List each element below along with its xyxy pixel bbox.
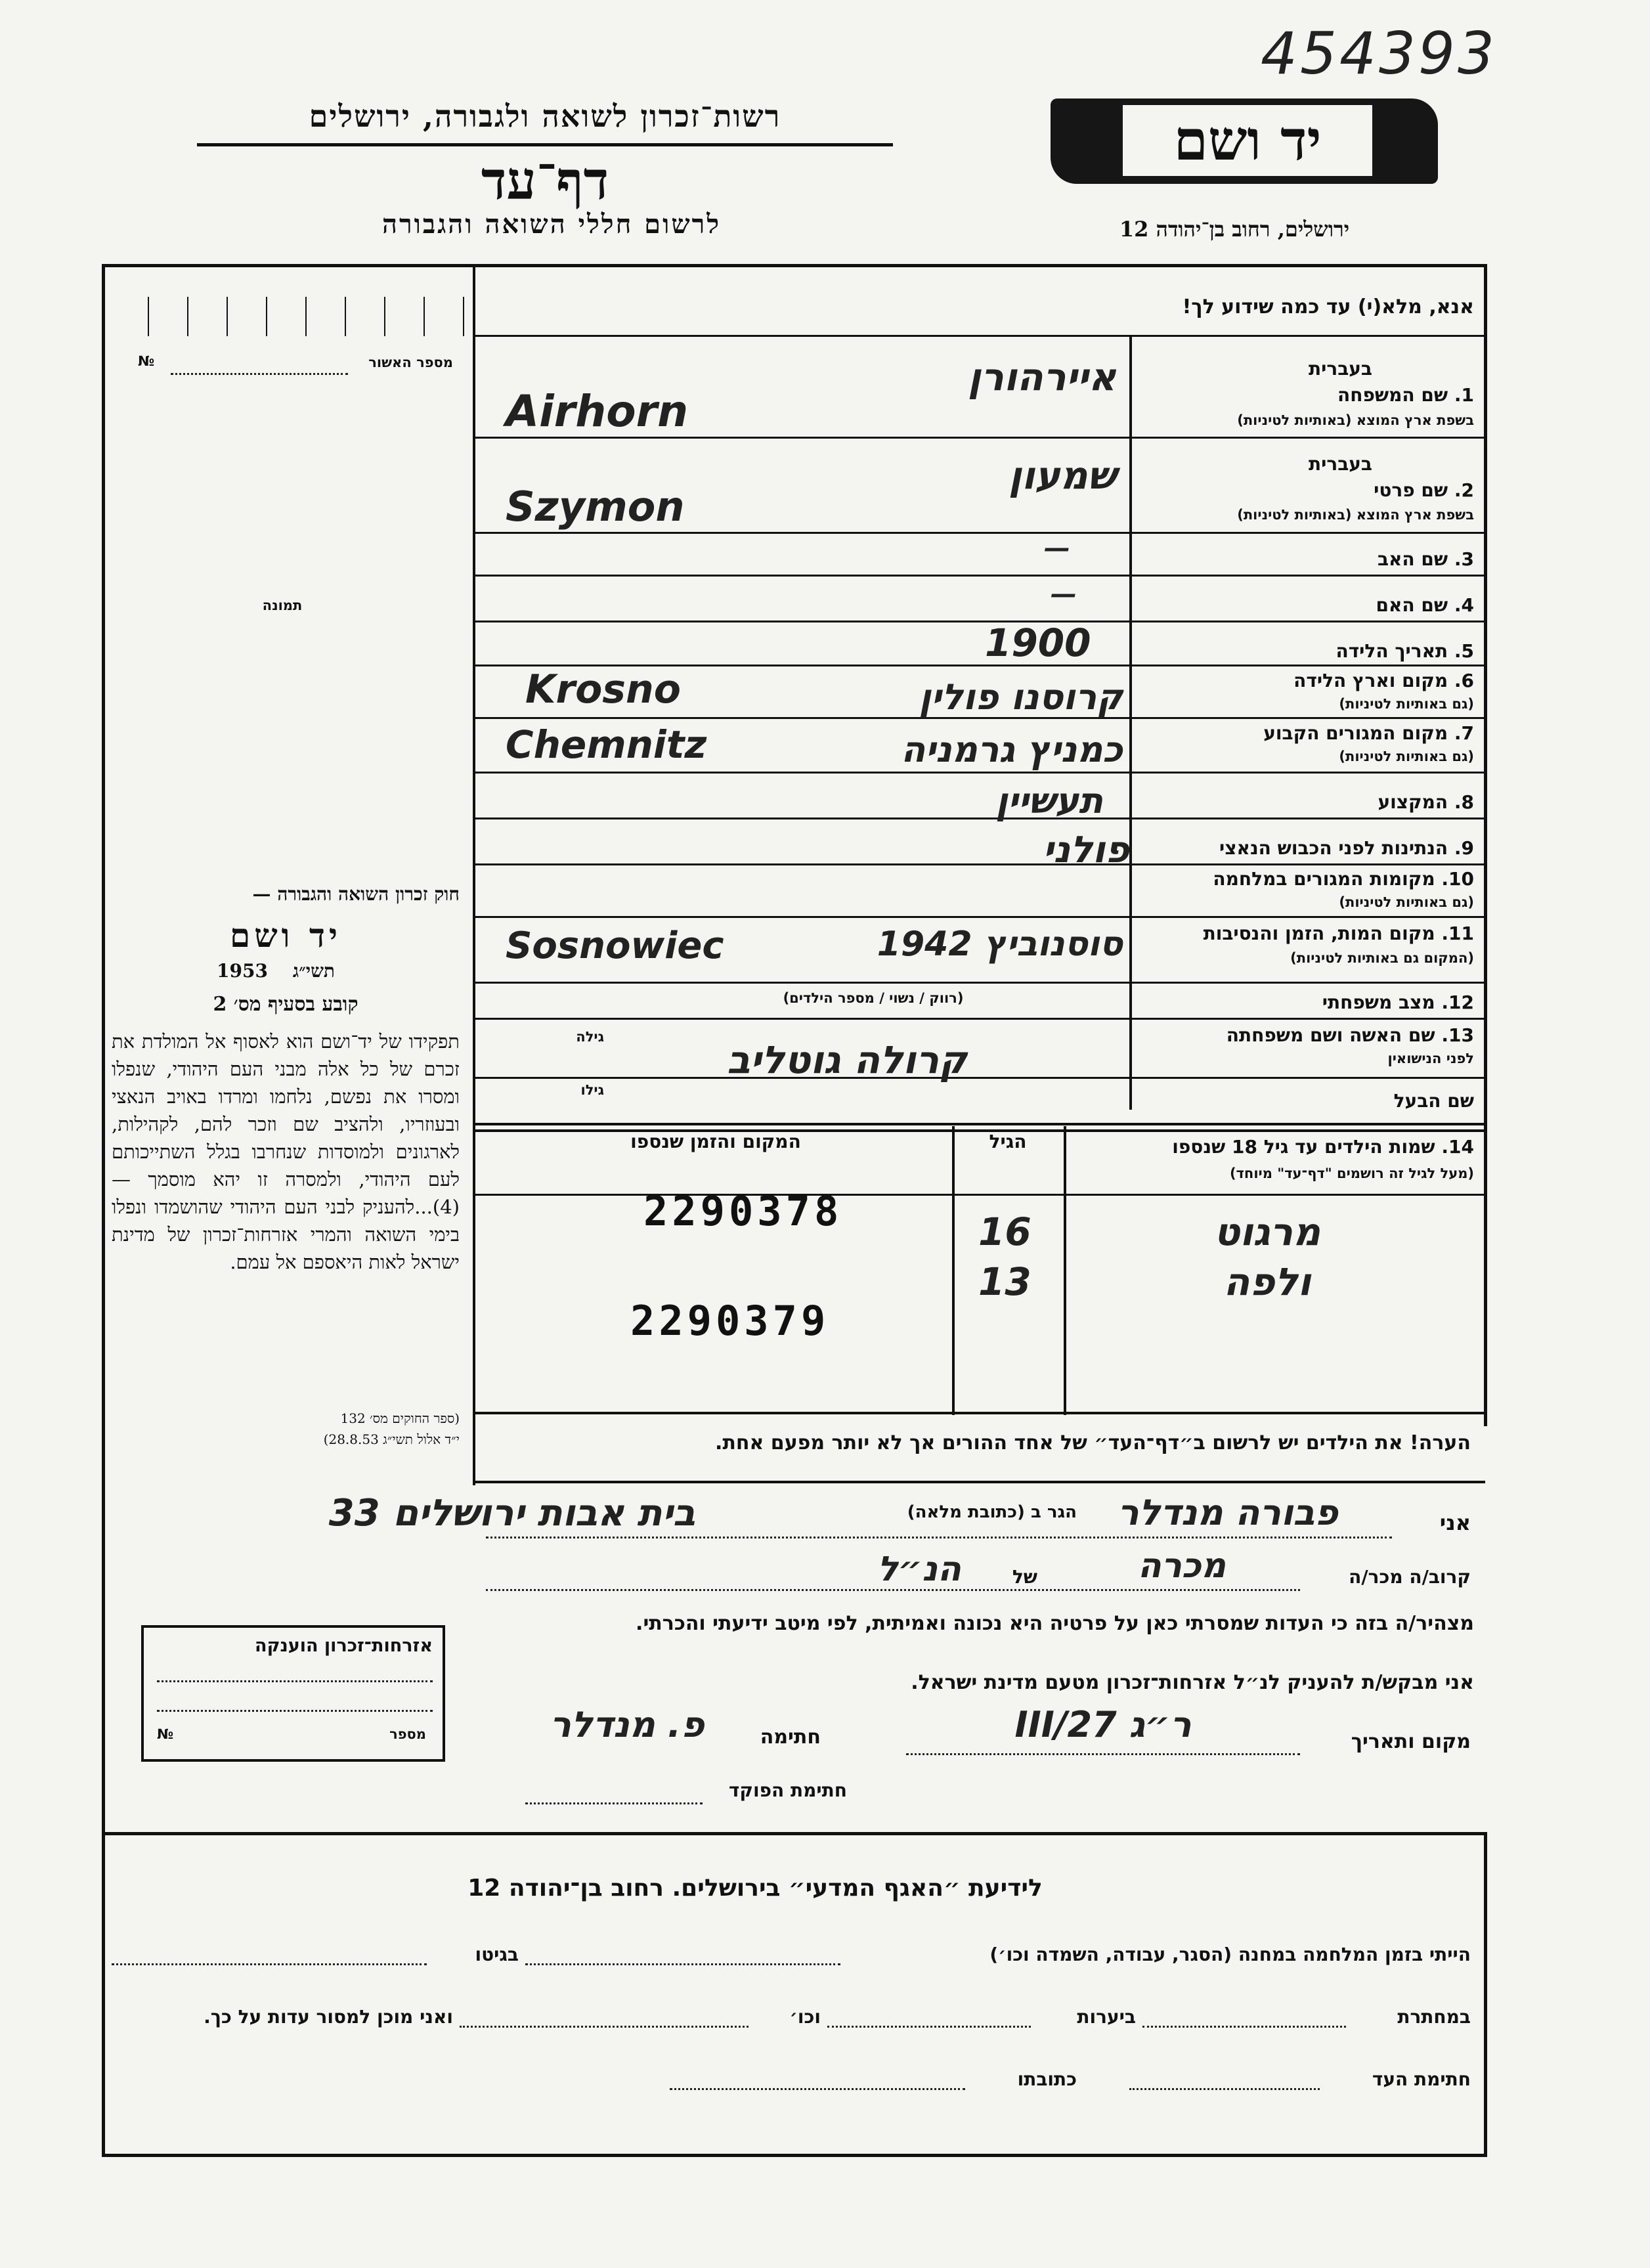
logo-text: יד ושם — [1123, 105, 1372, 176]
hebrew-col-2: בעברית — [1308, 453, 1372, 475]
residence-sub: (גם באותיות לטיניות) — [1339, 749, 1474, 764]
row-rule — [474, 982, 1485, 984]
footer-underground-line — [1142, 2026, 1346, 2028]
footer-etc-label: וכו׳ — [789, 2006, 821, 2028]
approval-number-line — [171, 373, 348, 375]
child-2-record: 2290379 — [630, 1297, 830, 1345]
yad-vashem-logo — [1051, 98, 1438, 184]
law-text: תפקידו של יד־ושם הוא לאסוף אל המולדת את זכרם של כל אלה מבני העם היהודי, שנפלו ומסרו את נפשם, נלחמו ומרדו באויב הנאצי ובעוזריו, ולהציב שם וזכר להם, לקהילות, לארגונים ולמוסדות שנחרבו בגלל השתייכותם לעם היהודי, ולמסרה זו יהא מוסמך — (4)...להעניק לבני העם היהודי שהושמדו ונפלו בימי השואה והמרי אזרחות־זכרון של מדינת ישראל לאות היאספם אל עמם. — [112, 1030, 460, 1273]
spouse-sub: לפני הנישואין — [1387, 1051, 1474, 1066]
citizenship-line-1 — [157, 1680, 433, 1682]
residence-latin: Chemnitz — [506, 722, 707, 767]
mother-label: 4. שם האם — [1376, 594, 1474, 616]
address: ירושלים, רחוב בן־יהודה 12 — [1119, 217, 1350, 242]
birth-place-hebrew: קרוסנו פולין — [919, 676, 1123, 718]
death-place-latin: Sosnowiec — [506, 925, 724, 967]
place-date-value: ר״ג 27/III — [1014, 1704, 1192, 1745]
approval-number-label: מספר האשור — [368, 355, 453, 370]
spouse-age-label: גילה — [576, 1029, 604, 1045]
birth-place-label: 6. מקום וארץ הלידה — [1293, 670, 1474, 691]
hebrew-col-1: בעברית — [1308, 358, 1372, 380]
wartime-label: 10. מקומות המגורים במלחמה — [1213, 868, 1474, 890]
residence-hebrew: כמניץ גרמניה — [901, 729, 1123, 770]
intro-text: אנא, מלא(י) עד כמה שידוע לך! — [1182, 295, 1474, 318]
left-panel-divider — [473, 264, 475, 1485]
row-rule — [474, 575, 1485, 577]
child-2-name: ולפה — [1223, 1259, 1311, 1304]
decl-resident-label: הגר ב (כתובת מלאה) — [907, 1502, 1077, 1522]
child-2-age: 13 — [978, 1259, 1031, 1304]
mother-value: — — [1051, 579, 1077, 609]
citizenship-number-sign: № — [157, 1726, 174, 1742]
footer-address-label: כתובתו — [1017, 2068, 1077, 2090]
footer-ghetto-label: בגיטו — [475, 1944, 519, 1965]
first-name-latin: Szymon — [506, 483, 685, 531]
spouse-value: קרולה גוטליב — [727, 1037, 967, 1082]
citizenship-number-label: מספר — [389, 1726, 426, 1742]
form-title: דף־עד — [481, 150, 609, 211]
row-rule — [474, 1123, 1485, 1125]
spouse-label: 13. שם האשה ושם משפחתה — [1226, 1024, 1474, 1046]
family-name-label: 1. שם המשפחה — [1337, 384, 1474, 406]
children-bottom-rule — [474, 1412, 1485, 1414]
first-name-label: 2. שם פרטי — [1374, 479, 1474, 501]
children-col-2 — [952, 1126, 955, 1415]
frame-left — [102, 264, 105, 2155]
wartime-sub: (גם באותיות לטיניות) — [1339, 894, 1474, 910]
row-rule — [474, 1018, 1485, 1020]
row-rule — [474, 532, 1485, 534]
decl-relative-label: קרוב/ה מכר/ה — [1349, 1566, 1471, 1588]
child-1-record: 2290378 — [643, 1187, 843, 1235]
child-1-name: מרגוט — [1213, 1210, 1321, 1254]
law-title: חוק זכרון השואה והגבורה — — [252, 883, 460, 905]
birth-date-label: 5. תאריך הלידה — [1335, 640, 1474, 662]
children-place-header: המקום והזמן שנספו — [630, 1131, 801, 1152]
footer-camp-line — [525, 1963, 840, 1965]
children-sub: (מעל לגיל זה רושמים "דף־עד" מיוחד) — [1229, 1166, 1474, 1181]
nationality-label: 9. הנתינות לפני הכבוש הנאצי — [1219, 837, 1474, 859]
archive-number: 454393 — [1261, 20, 1497, 87]
declarant-address: בית אבות ירושלים 33 — [328, 1492, 696, 1535]
family-name-sub: בשפת ארץ המוצא (באותיות לטיניות) — [1237, 412, 1474, 428]
law-source-2: י״ד אלול תשי״ג 28.8.53) — [323, 1431, 460, 1447]
birth-date-value: 1900 — [985, 621, 1091, 665]
father-label: 3. שם האב — [1377, 548, 1474, 570]
footer-underground-label: במחתרת — [1397, 2006, 1471, 2028]
death-place-hebrew: סוסנוביץ 1942 — [877, 925, 1123, 964]
footer-testimony-label: ואני מוכן למסור עדות על כך. — [204, 2006, 453, 2028]
declarant-name: פבורה מנדלר — [1118, 1492, 1338, 1533]
death-label: 11. מקום המות, הזמן והנסיבות — [1203, 923, 1474, 944]
official-signature-label: חתימת הפוקד — [728, 1779, 847, 1801]
family-name-hebrew: איירהורן — [968, 355, 1116, 399]
row-rule — [474, 437, 1485, 439]
decl-of-value: הנ״ל — [877, 1550, 961, 1589]
footer-camp-label: הייתי בזמן המלחמה במחנה (הסגר, עבודה, השמדה וכו׳) — [989, 1944, 1471, 1965]
law-year: 1953 — [217, 960, 268, 982]
decl-i-label: אני — [1439, 1510, 1471, 1535]
birth-place-sub: (גם באותיות לטיניות) — [1339, 696, 1474, 712]
approval-number-sign: № — [138, 353, 155, 369]
nationality-value: פולני — [1043, 829, 1129, 871]
footer-frame-right — [1484, 1832, 1487, 2157]
decl-statement: מצהיר/ה בזה כי העדות שמסרתי כאן על פרטיה היא נכונה ואמיתית, לפי מיטב ידיעתי והכרתי. — [636, 1612, 1474, 1635]
place-date-label: מקום ותאריך — [1351, 1730, 1471, 1753]
official-line — [525, 1802, 703, 1804]
authority-title: רשות־זכרון לשואה ולגבורה, ירושלים — [309, 98, 781, 134]
citizenship-title: אזרחות־זכרון הוענקה — [255, 1636, 433, 1656]
children-label: 14. שמות הילדים עד גיל 18 שנספו — [1172, 1136, 1474, 1158]
marital-options: (רווק / נשוי / מספר הילדים) — [783, 990, 964, 1006]
signature-label: חתימה — [760, 1726, 821, 1749]
occupation-label: 8. המקצוע — [1378, 791, 1474, 813]
footer-witness-sign-label: חתימת העד — [1372, 2068, 1471, 2090]
father-value: — — [1044, 533, 1070, 563]
birth-place-latin: Krosno — [525, 666, 681, 712]
place-date-line — [906, 1753, 1300, 1755]
approval-boxes — [148, 297, 469, 336]
death-sub: (המקום גם באותיות לטיניות) — [1290, 950, 1474, 966]
footer-forests-line — [827, 2026, 1031, 2028]
occupation-value: תעשיין — [995, 780, 1103, 821]
footer-title: לידיעת ״האגף המדעי״ בירושלים. רחוב בן־יהודה 12 — [467, 1875, 1043, 1902]
fields-divider — [1129, 335, 1132, 1110]
citizenship-line-2 — [157, 1710, 433, 1712]
first-name-hebrew: שמעון — [1009, 453, 1116, 498]
footer-frame-bottom — [102, 2154, 1487, 2157]
footer-address-line — [670, 2088, 965, 2090]
decl-of-label: של — [1012, 1566, 1037, 1588]
citizenship-box — [141, 1625, 445, 1762]
note-rule — [474, 1481, 1485, 1483]
relation-line — [486, 1589, 1300, 1591]
row-rule — [474, 621, 1485, 622]
child-1-age: 16 — [978, 1210, 1031, 1254]
footer-etc-line — [460, 2026, 749, 2028]
row-rule — [474, 916, 1485, 918]
authority-underline — [197, 143, 893, 146]
footer-frame-top — [102, 1832, 1487, 1835]
signature-value: פ. מנדלר — [550, 1704, 705, 1745]
husband-age-label: גילו — [580, 1082, 604, 1098]
husband-label: שם הבעל — [1393, 1090, 1474, 1112]
children-age-header: הגיל — [989, 1131, 1027, 1152]
frame-top — [102, 264, 1487, 267]
residence-label: 7. מקום המגורים הקבוע — [1263, 722, 1474, 744]
first-name-sub: בשפת ארץ המוצא (באותיות לטיניות) — [1237, 507, 1474, 523]
decl-request: אני מבקש/ת להעניק לנ״ל אזרחות־זכרון מטעם מדינת ישראל. — [911, 1671, 1474, 1694]
marital-label: 12. מצב משפחתי — [1322, 992, 1474, 1013]
footer-forests-label: ביערות — [1077, 2006, 1136, 2028]
footer-witness-sign-line — [1129, 2088, 1320, 2090]
law-year-hebrew: תשי״ג — [292, 960, 335, 982]
photo-label: תמונה — [262, 598, 303, 613]
law-source-1: (ספר החוקים מס׳ 132 — [340, 1410, 460, 1426]
law-name: יד ושם — [230, 916, 341, 955]
footer-ghetto-line — [112, 1963, 427, 1965]
children-col-1 — [1064, 1126, 1066, 1415]
form-subtitle: לרשום חללי השואה והגבורה — [381, 209, 722, 240]
family-name-latin: Airhorn — [506, 386, 689, 437]
children-header-rule — [474, 1194, 1485, 1196]
address-line — [486, 1537, 1392, 1538]
decl-relation-value: מכרה — [1137, 1546, 1227, 1586]
note-text: הערה! את הילדים יש לרשום ב״דף־העד״ של אחד ההורים אך לא יותר מפעם אחת. — [715, 1431, 1471, 1454]
law-clause: קובע בסעיף מס׳ 2 — [213, 993, 358, 1016]
row-rule — [474, 772, 1485, 774]
intro-rule — [474, 335, 1485, 337]
